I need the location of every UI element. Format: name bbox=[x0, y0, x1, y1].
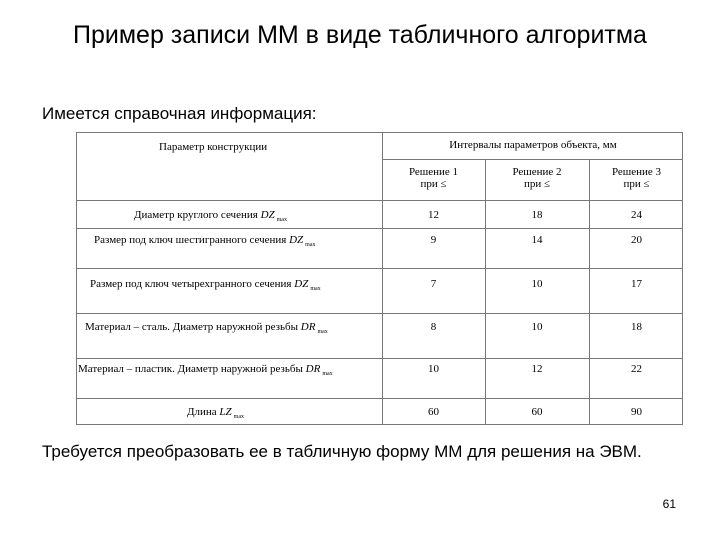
table-cell: 12 bbox=[428, 209, 439, 221]
slide-title: Пример записи ММ в виде табличного алгоритма bbox=[73, 21, 647, 49]
table-cell: 20 bbox=[631, 234, 642, 246]
row-label: Длина LZ $_{max}$ bbox=[187, 406, 244, 420]
table-cell: 22 bbox=[631, 363, 642, 375]
solution-2-header: Решение 2 при ≤ bbox=[512, 166, 562, 190]
row-label: Размер под ключ шестигранного сечения DZ $_{max}$ bbox=[94, 234, 316, 248]
column-divider bbox=[589, 159, 590, 424]
page-number: 61 bbox=[662, 497, 676, 511]
column-divider bbox=[485, 159, 486, 424]
row-divider bbox=[77, 398, 682, 399]
table-cell: 10 bbox=[531, 278, 543, 290]
table-cell: 60 bbox=[531, 406, 543, 418]
row-divider bbox=[77, 313, 682, 314]
table-cell: 10 bbox=[428, 363, 439, 375]
row-label: Материал – сталь. Диаметр наружной резьбы DR $_{max}$ bbox=[85, 321, 328, 335]
table-cell: 90 bbox=[631, 406, 642, 418]
solution-1-header: Решение 1 при ≤ bbox=[408, 166, 459, 190]
table-cell: 9 bbox=[430, 234, 437, 246]
table-cell: 18 bbox=[531, 209, 543, 221]
table-cell: 17 bbox=[631, 278, 642, 290]
row-label: Диаметр круглого сечения DZ $_{max}$ bbox=[134, 209, 287, 223]
row-label: Материал – пластик. Диаметр наружной резьбы DR $_{max}$ bbox=[78, 363, 333, 377]
table-cell: 7 bbox=[430, 278, 437, 290]
requirement-text: Требуется преобразовать ее в табличную форму ММ для решения на ЭВМ. bbox=[42, 442, 642, 461]
table-cell: 14 bbox=[531, 234, 543, 246]
reference-table bbox=[76, 132, 683, 425]
intro-text: Имеется справочная информация: bbox=[42, 104, 317, 123]
row-divider bbox=[77, 268, 682, 269]
row-label: Размер под ключ четырехгранного сечения DZ $_{max}$ bbox=[90, 278, 321, 292]
table-cell: 24 bbox=[631, 209, 642, 221]
row-divider bbox=[77, 358, 682, 359]
table-cell: 18 bbox=[631, 321, 642, 333]
table-cell: 12 bbox=[531, 363, 543, 375]
row-divider bbox=[77, 200, 682, 201]
table-cell: 60 bbox=[428, 406, 439, 418]
row-divider bbox=[77, 228, 682, 229]
solution-3-header: Решение 3 при ≤ bbox=[611, 166, 662, 190]
intervals-header: Интервалы параметров объекта, мм bbox=[449, 139, 617, 151]
table-cell: 10 bbox=[531, 321, 543, 333]
table-cell: 8 bbox=[430, 321, 437, 333]
param-header: Параметр конструкции bbox=[159, 141, 268, 153]
row-divider bbox=[382, 159, 682, 160]
